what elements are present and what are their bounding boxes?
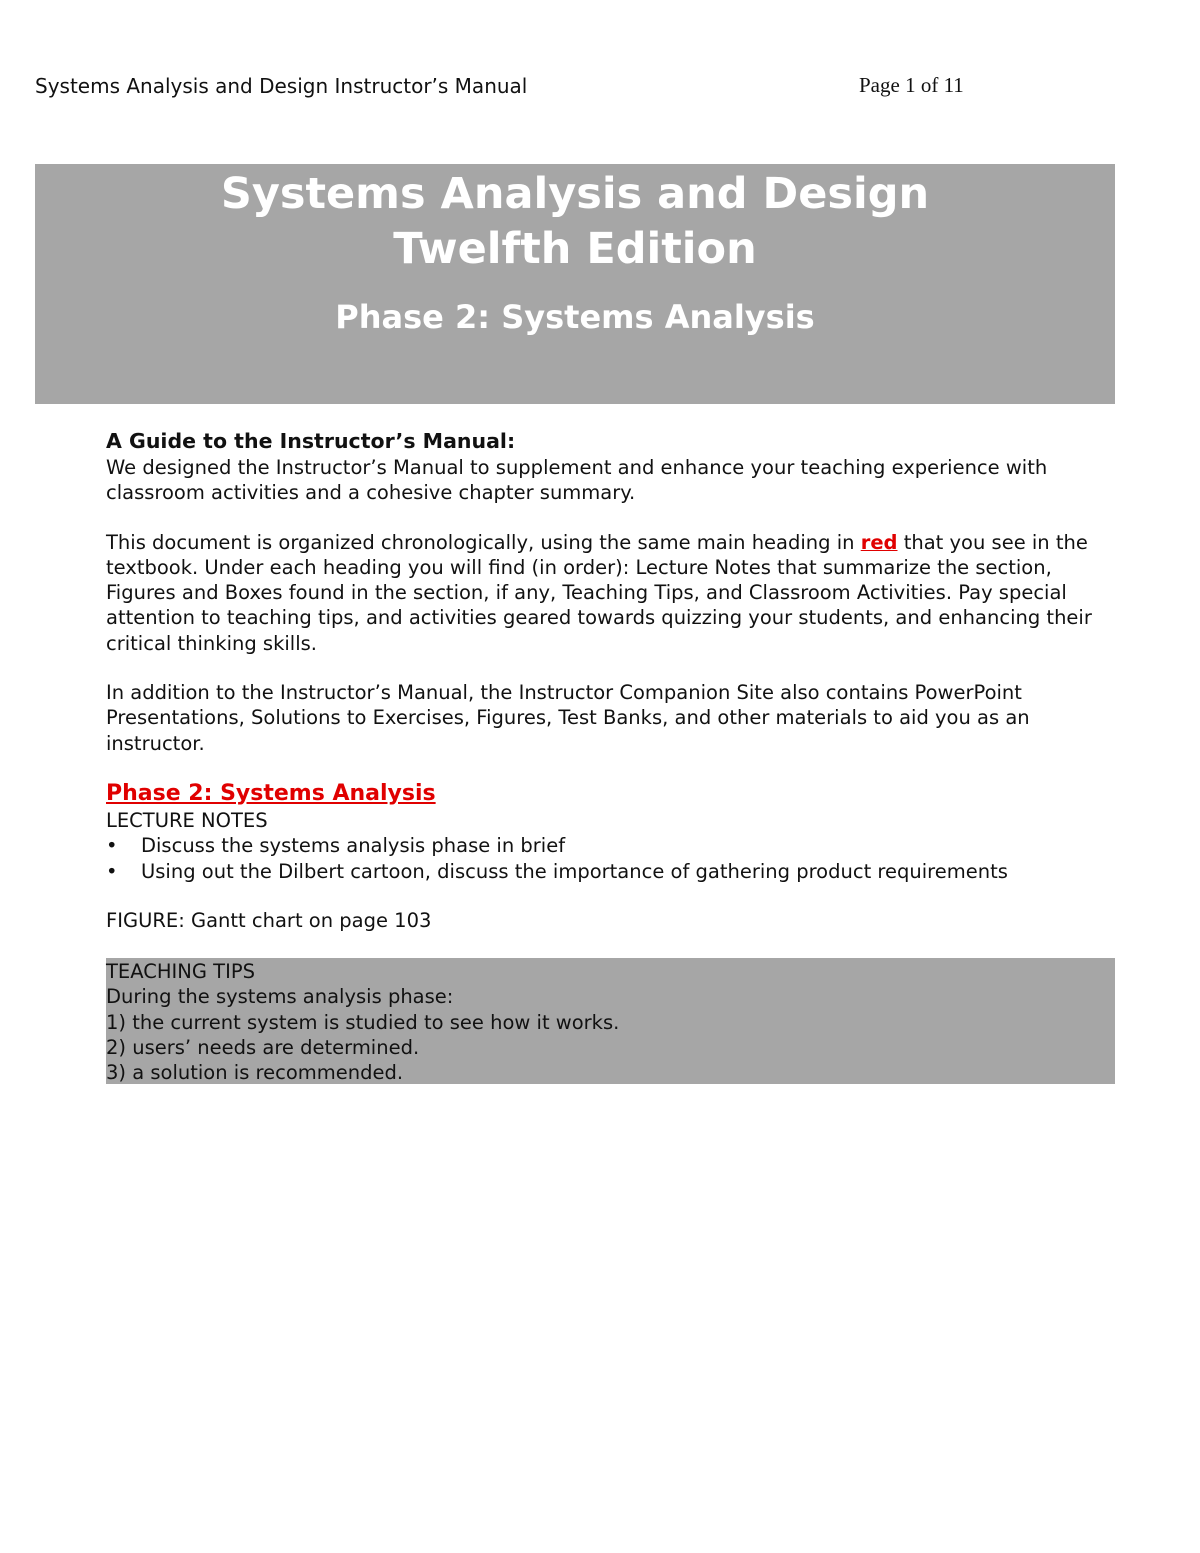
bullet-icon: •: [106, 834, 118, 858]
document-title: Systems Analysis and Design: [220, 169, 930, 219]
guide-paragraph-2-start: This document is organized chronologically, using the same main heading in: [106, 530, 861, 554]
lecture-notes-label: LECTURE NOTES: [106, 808, 268, 832]
list-item: [106, 859, 1116, 884]
teaching-tips-intro: During the systems analysis phase:: [106, 985, 454, 1009]
teaching-tip-item: 1) the current system is studied to see how it works.: [106, 1010, 620, 1034]
page-number: Page 1 of 11: [859, 73, 964, 97]
red-keyword: red: [860, 530, 898, 554]
list-item: [106, 833, 1116, 858]
running-header-title: Systems Analysis and Design Instructor’s Manual: [35, 74, 528, 98]
teaching-tips-label: TEACHING TIPS: [106, 960, 255, 983]
teaching-tip-item: 3) a solution is recommended.: [106, 1061, 404, 1085]
list-item-text: Using out the Dilbert cartoon, discuss the importance of gathering product requirements: [141, 859, 1008, 883]
guide-heading: A Guide to the Instructor’s Manual:: [106, 429, 516, 453]
lecture-notes-list: [106, 833, 1116, 884]
main-content: [106, 427, 1116, 933]
guide-paragraph-1: We designed the Instructor’s Manual to supplement and enhance your teaching experience with classroom activities and a cohesive chapter summary.: [106, 456, 1048, 505]
figure-reference: FIGURE: Gantt chart on page 103: [106, 908, 432, 932]
guide-paragraph-3: In addition to the Instructor’s Manual, the Instructor Companion Site also contains PowerPoint Presentations, Solutions to Exercises, Figures, Test Banks, and other materials to aid you as an instructor.: [106, 681, 1030, 755]
phase-subtitle: Phase 2: Systems Analysis: [335, 298, 815, 336]
list-item-text: Discuss the systems analysis phase in brief: [141, 834, 566, 858]
teaching-tip-item: 2) users’ needs are determined.: [106, 1035, 420, 1059]
guide-paragraph-2-end: that you see in the textbook. Under each heading you will find (in order): Lecture Notes that summarize the section, Figures and Boxes found in the section, if any, Teaching Tips, and Classroom Activities. Pay special attention to teaching tips, and activities geared towards quizzing your students, and enhancing their critical thinking skills.: [106, 530, 1092, 655]
bullet-icon: •: [106, 859, 118, 883]
guide-paragraph-2: [106, 530, 1116, 656]
edition-title: Twelfth Edition: [393, 224, 757, 274]
section-heading: Phase 2: Systems Analysis: [106, 780, 436, 806]
teaching-tips-box: [106, 958, 1115, 1084]
